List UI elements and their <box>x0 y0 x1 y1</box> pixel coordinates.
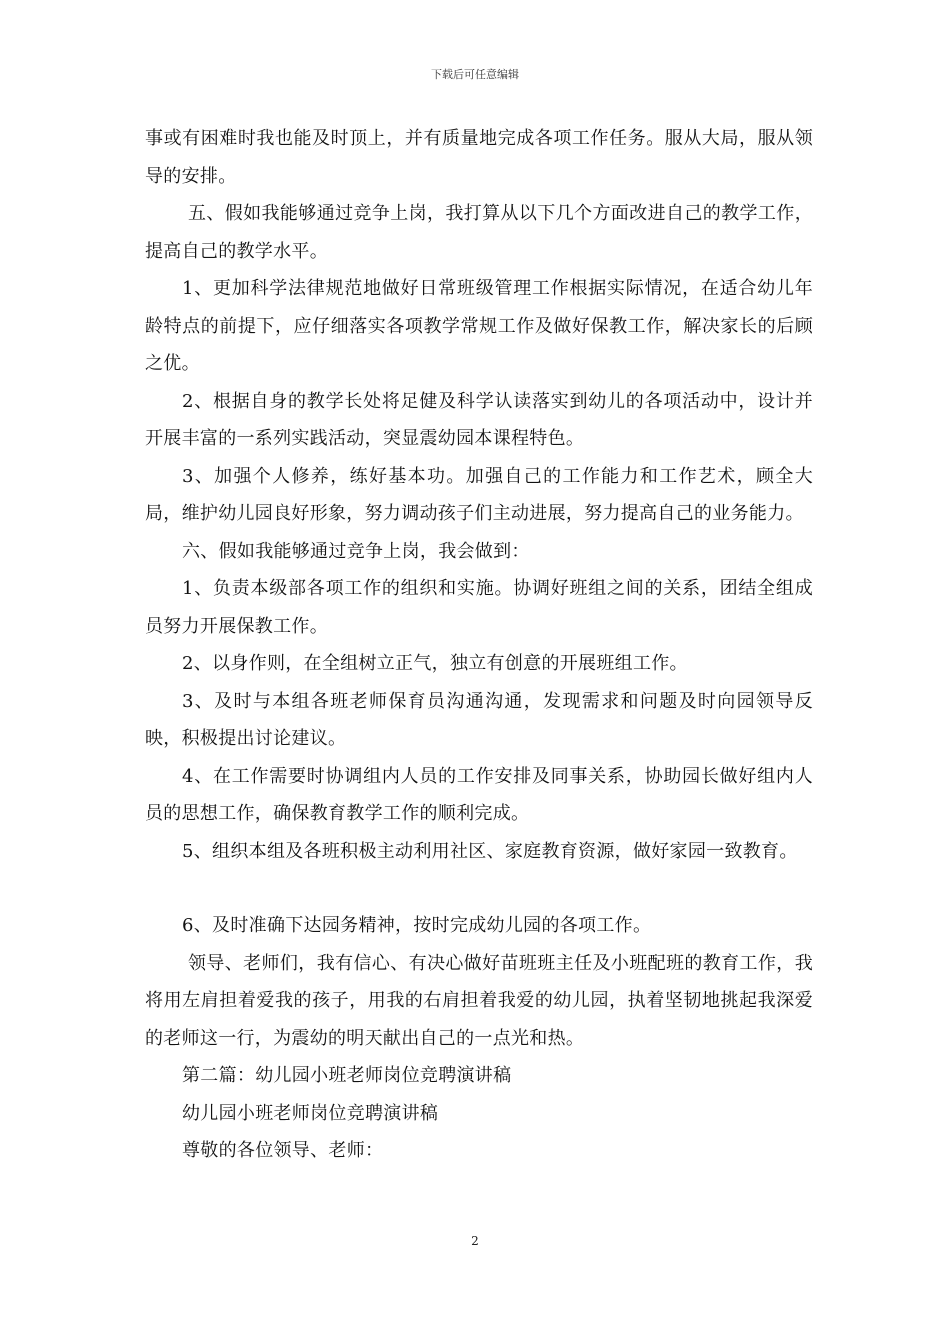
speech-salutation: 尊敬的各位领导、老师： <box>182 1140 384 1161</box>
paragraph-closing: 领导、老师们，我有信心、有决心做好苗班班主任及小班配班的教育工作，我将用左肩担着爱我的孩子，用我的右肩担着我爱的幼儿园，执着坚韧地挑起我深爱的老师这一行，为震幼的明天献出自己的一点光和热。 <box>145 952 813 1049</box>
paragraph-item: 6、及时准确下达园务精神，按时完成幼儿园的各项工作。 <box>182 915 652 936</box>
paragraph-item: 2、以身作则，在全组树立正气，独立有创意的开展班组工作。 <box>182 653 688 674</box>
paragraph-item: 4、在工作需要时协调组内人员的工作安排及同事关系，协助园长做好组内人员的思想工作，确保教育教学工作的顺利完成。 <box>145 765 813 824</box>
paragraph-item: 2、根据自身的教学长处将足健及科学认读落实到幼儿的各项活动中，设计并开展丰富的一系列实践活动，突显震幼园本课程特色。 <box>145 390 813 449</box>
page-header: 下载后可任意编辑 <box>431 68 519 81</box>
speech-title: 幼儿园小班老师岗位竞聘演讲稿 <box>182 1102 439 1124</box>
page-number: 2 <box>471 1234 479 1248</box>
section-heading: 第二篇：幼儿园小班老师岗位竞聘演讲稿 <box>182 1065 512 1086</box>
paragraph-item: 5、组织本组及各班积极主动利用社区、家庭教育资源，做好家园一致教育。 <box>182 840 798 862</box>
paragraph-item: 1、负责本级部各项工作的组织和实施。协调好班组之间的关系，团结全组成员努力开展保教工作。 <box>145 578 813 637</box>
paragraph-item: 3、加强个人修养，练好基本功。加强自己的工作能力和工作艺术，顾全大局，维护幼儿园良好形象，努力调动孩子们主动进展，努力提高自己的业务能力。 <box>145 465 813 524</box>
paragraph-continuation: 事或有困难时我也能及时顶上，并有质量地完成各项工作任务。服从大局，服从领导的安排。 <box>145 128 813 187</box>
paragraph-section-six: 六、假如我能够通过竞争上岗，我会做到： <box>182 540 530 562</box>
paragraph-item: 1、更加科学法律规范地做好日常班级管理工作根据实际情况，在适合幼儿年龄特点的前提下，应仔细落实各项教学常规工作及做好保教工作，解决家长的后顾之优。 <box>145 278 813 374</box>
paragraph-item: 3、及时与本组各班老师保育员沟通沟通，发现需求和问题及时向园领导反映，积极提出讨论建议。 <box>145 690 813 749</box>
document-body <box>145 120 813 1170</box>
paragraph-section-five: 五、假如我能够通过竞争上岗，我打算从以下几个方面改进自己的教学工作，提高自己的教学水平。 <box>145 203 813 262</box>
